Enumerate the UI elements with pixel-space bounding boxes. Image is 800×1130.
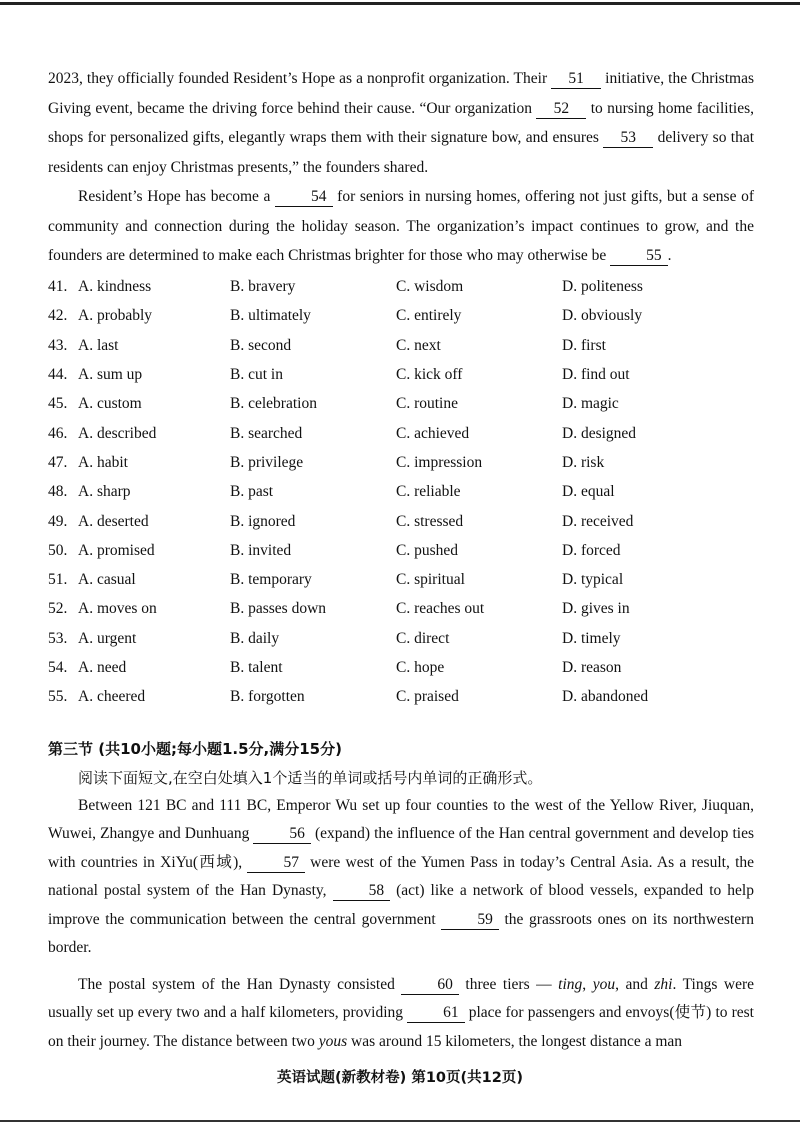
option-b: B. invited: [230, 541, 292, 559]
option-a: A. urgent: [78, 629, 137, 647]
question-53: [48, 624, 754, 653]
option-c: C. spiritual: [396, 571, 465, 589]
option-c: C. hope: [396, 659, 445, 676]
option-c: C. kick off: [396, 366, 463, 384]
question-number: 43.: [48, 336, 68, 354]
section-heading: 第三节 (共10小题;每小题1.5分,满分15分): [48, 739, 342, 758]
blank-54: 54: [275, 188, 333, 207]
blank-55: 55: [610, 247, 668, 266]
option-a: A. probably: [78, 307, 153, 325]
passage-text: The postal system of the Han Dynasty consisted: [78, 975, 402, 993]
grammar-paragraph-1: [48, 792, 754, 963]
option-c: C. reliable: [396, 483, 461, 501]
blank-52: 52: [536, 100, 586, 119]
option-d: D. typical: [562, 571, 624, 589]
term-yous: yous: [318, 1032, 348, 1050]
question-number: 54.: [48, 659, 68, 676]
question-55: [48, 683, 754, 712]
passage-text: three tiers —: [458, 975, 559, 993]
section-instruction: 阅读下面短文,在空白处填入1个适当的单词或括号内单词的正确形式。: [78, 768, 543, 787]
passage-text: were west of the Yumen Pass in today’s Central Asia. As a result, the national postal system of the Han Dynasty,: [48, 853, 754, 900]
option-b: B. ignored: [230, 512, 296, 530]
option-d: D. received: [562, 512, 634, 530]
option-c: C. impression: [396, 453, 483, 471]
passage-text: ,: [582, 975, 593, 993]
option-b: B. bravery: [230, 278, 296, 296]
options-list: [48, 273, 754, 712]
option-b: B. cut in: [230, 366, 283, 384]
question-number: 50.: [48, 541, 68, 559]
passage-text: place for passengers and envoys(使节) to rest on their journey. The distance between two: [48, 1004, 754, 1050]
grammar-passage: [48, 792, 754, 1057]
option-a: A. cheered: [78, 688, 146, 706]
option-d: D. magic: [562, 395, 619, 413]
passage-paragraph-2: [48, 182, 754, 271]
question-number: 52.: [48, 600, 68, 618]
option-b: B. searched: [230, 424, 303, 442]
question-48: [48, 478, 754, 507]
option-c: C. praised: [396, 688, 459, 706]
option-d: D. gives in: [562, 600, 630, 618]
option-a: A. last: [78, 336, 119, 354]
option-a: A. sharp: [78, 483, 131, 501]
option-a: A. sum up: [78, 366, 143, 384]
question-54: [48, 653, 754, 682]
question-number: 53.: [48, 629, 68, 647]
blank-57: 57: [247, 854, 305, 873]
question-51: [48, 565, 754, 594]
passage-text: was around 15 kilometers, the longest distance a man: [347, 1032, 683, 1050]
blank-59: 59: [441, 911, 499, 930]
option-a: A. habit: [78, 453, 128, 471]
option-d: D. designed: [562, 424, 637, 442]
passage-text: Between 121 BC and 111 BC, Emperor Wu set up four counties to the west of the Yellow River, Jiuquan, Wuwei, Zhangye and Dunhuang: [48, 796, 754, 843]
question-49: [48, 507, 754, 536]
option-c: C. achieved: [396, 424, 470, 442]
passage-text: initiative, the Christmas Giving event, became the driving force behind their cause. “Our organization: [48, 70, 754, 117]
option-c: C. wisdom: [396, 278, 464, 296]
option-c: C. stressed: [396, 512, 464, 530]
cloze-passage: [48, 64, 754, 271]
blank-58: 58: [333, 882, 391, 901]
question-number: 47.: [48, 453, 68, 471]
question-46: [48, 419, 754, 448]
question-number: 48.: [48, 483, 68, 501]
option-d: D. first: [562, 336, 606, 354]
option-b: B. daily: [230, 629, 280, 647]
exam-page: [48, 64, 754, 1056]
option-b: B. privilege: [230, 453, 304, 471]
option-b: B. celebration: [230, 395, 317, 413]
question-52: [48, 595, 754, 624]
question-43: [48, 331, 754, 360]
option-c: C. reaches out: [396, 600, 485, 618]
question-number: 42.: [48, 307, 68, 325]
question-47: [48, 448, 754, 477]
option-a: A. promised: [78, 541, 155, 559]
passage-paragraph-1: [48, 64, 754, 182]
page-footer: 英语试题(新教材卷) 第10页(共12页): [277, 1070, 523, 1086]
term-ting: ting: [558, 975, 583, 993]
option-b: B. second: [230, 336, 292, 354]
option-b: B. passes down: [230, 600, 327, 618]
option-b: B. ultimately: [230, 307, 311, 325]
question-number: 45.: [48, 395, 68, 413]
passage-text: (expand) the influence of the Han central government and develop ties with countries in XiYu(西域),: [48, 825, 754, 871]
passage-text: . Tings were usually set up every two and a half kilometers, providing: [48, 975, 755, 1022]
question-number: 46.: [48, 424, 68, 442]
passage-text: Resident’s Hope has become a: [78, 188, 276, 205]
question-50: [48, 536, 754, 565]
passage-text: to nursing home facilities, shops for personalized gifts, elegantly wraps them with their signature bow, and ensures: [48, 99, 754, 146]
question-42: [48, 302, 754, 331]
term-zhi: zhi: [654, 975, 673, 993]
option-a: A. casual: [78, 571, 136, 589]
option-a: A. kindness: [78, 278, 152, 296]
option-b: B. talent: [230, 659, 283, 676]
question-41: [48, 273, 754, 302]
option-a: A. deserted: [78, 512, 149, 530]
question-number: 51.: [48, 571, 68, 589]
question-45: [48, 390, 754, 419]
passage-text: for seniors in nursing homes, offering not just gifts, but a sense of community and connection during the holiday season. The organization’s impact continues to grow, and the founders are determined to make each Christmas brighter for those who may otherwise be: [48, 188, 754, 264]
passage-text: 2023, they officially founded Resident’s Hope as a nonprofit organization. Their: [48, 70, 552, 87]
term-you: you: [592, 975, 616, 993]
option-a: A. custom: [78, 395, 142, 413]
option-c: C. routine: [396, 395, 458, 413]
option-d: D. forced: [562, 541, 621, 559]
option-b: B. past: [230, 483, 274, 501]
blank-53: 53: [603, 129, 653, 148]
option-d: D. politeness: [562, 278, 643, 296]
blank-60: 60: [401, 976, 459, 995]
question-number: 49.: [48, 512, 68, 530]
top-rule: [0, 2, 800, 5]
question-number: 55.: [48, 688, 68, 706]
option-d: D. find out: [562, 366, 630, 384]
blank-51: 51: [551, 70, 601, 89]
question-number: 41.: [48, 278, 68, 296]
option-a: A. need: [78, 659, 127, 676]
passage-text: .: [667, 247, 672, 264]
passage-text: , and: [615, 975, 655, 993]
option-d: D. reason: [562, 659, 622, 676]
option-c: C. pushed: [396, 541, 458, 559]
passage-text: the grassroots ones on its northwestern border.: [48, 910, 754, 957]
option-a: A. described: [78, 424, 157, 442]
option-d: D. timely: [562, 629, 621, 647]
option-d: D. risk: [562, 453, 605, 471]
option-a: A. moves on: [78, 600, 157, 618]
option-d: D. abandoned: [562, 688, 649, 706]
passage-text: delivery so that residents can enjoy Christmas presents,” the founders shared.: [48, 129, 754, 176]
option-d: D. obviously: [562, 307, 643, 325]
option-c: C. direct: [396, 629, 450, 647]
blank-61: 61: [407, 1004, 465, 1023]
question-44: [48, 360, 754, 389]
option-c: C. next: [396, 336, 441, 354]
option-b: B. temporary: [230, 571, 312, 589]
grammar-paragraph-2: [48, 971, 754, 1057]
option-d: D. equal: [562, 483, 615, 501]
blank-56: 56: [253, 825, 311, 844]
passage-text: (act) like a network of blood vessels, expanded to help improve the communication between the central government: [48, 882, 754, 928]
option-c: C. entirely: [396, 307, 462, 325]
option-b: B. forgotten: [230, 688, 305, 706]
bottom-rule: [0, 1120, 800, 1122]
question-number: 44.: [48, 366, 68, 384]
